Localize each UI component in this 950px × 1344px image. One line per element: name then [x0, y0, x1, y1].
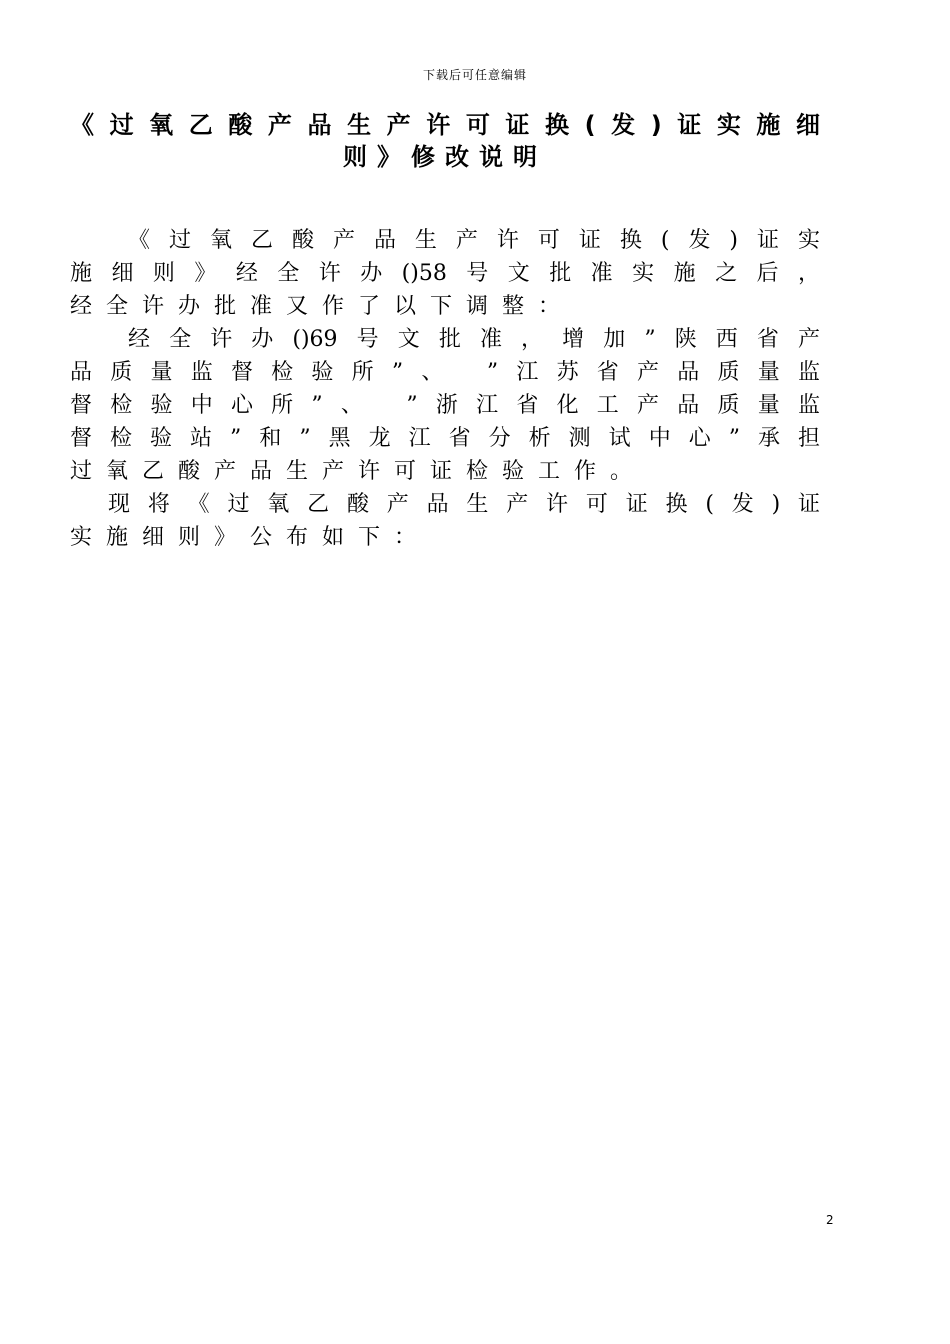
paragraph-1-line-1: 《过氧乙酸产品生产许可证换(发)证实	[128, 228, 820, 253]
paragraph-2-line-3: 督检验中心所”、 ”浙江省化工产品质量监	[70, 393, 820, 418]
paragraph-2-line-1: 经全许办()69号文批准，增加”陕西省产	[128, 327, 820, 352]
paragraph-1-line-2: 施细则》经全许办()58号文批准实施之后，	[70, 261, 820, 286]
page-number: 2	[826, 1213, 834, 1227]
document-title-line-1: 《过氧乙酸产品生产许可证换(发)证实施细	[70, 111, 820, 139]
paragraph-2-line-2: 品质量监督检验所”、 ”江苏省产品质量监	[70, 360, 820, 385]
document-title-line-2: 则》修改说明	[343, 143, 547, 171]
header-note: 下载后可任意编辑	[422, 68, 527, 82]
paragraph-2-line-4: 督检验站”和”黑龙江省分析测试中心”承担	[70, 426, 820, 451]
paragraph-2-line-5: 过氧乙酸产品生产许可证检验工作。	[70, 459, 647, 484]
paragraph-3-line-2: 实施细则》公布如下：	[70, 525, 431, 550]
paragraph-1-line-3: 经全许办批准又作了以下调整：	[70, 294, 575, 319]
paragraph-3-line-1: 现将《过氧乙酸产品生产许可证换(发)证	[108, 492, 820, 517]
